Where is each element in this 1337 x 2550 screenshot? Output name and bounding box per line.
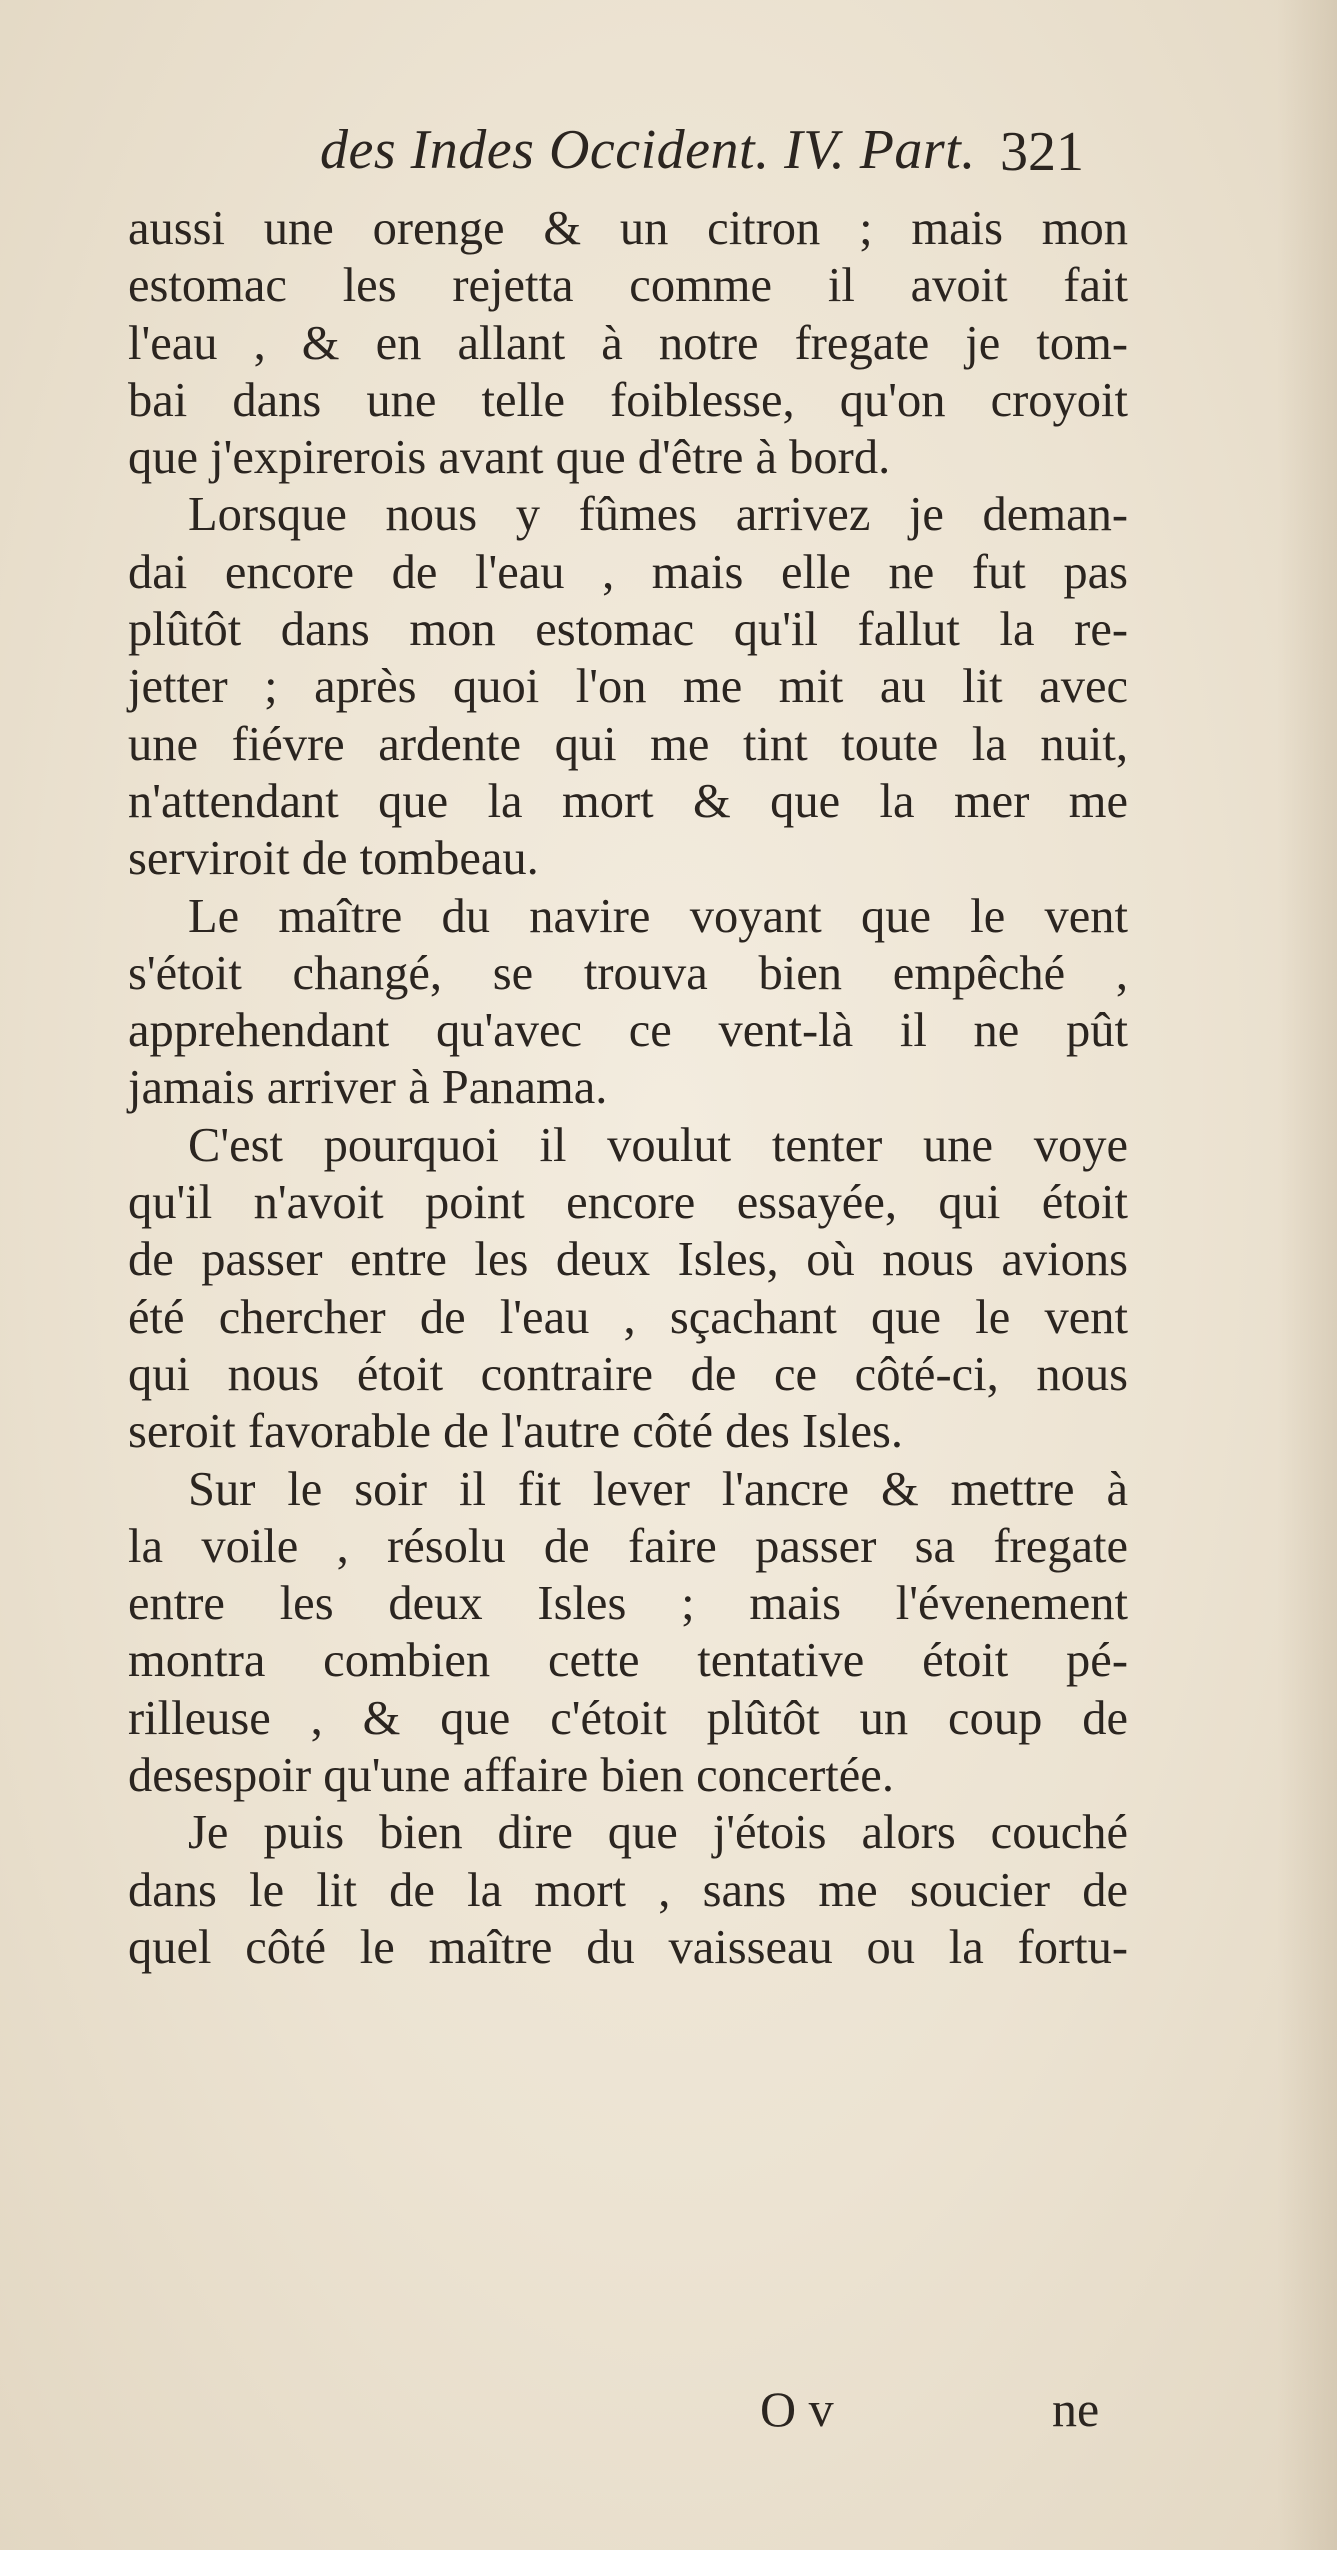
text-line: de passer entre les deux Isles, où nous avions <box>128 1233 1128 1287</box>
text-line: aussi une orenge & un citron ; mais mon <box>128 202 1128 255</box>
paragraph-first-line: Le maître du navire voyant que le vent <box>188 889 1128 943</box>
paragraph-first-line: Je puis bien dire que j'étois alors couché <box>188 1806 1128 1860</box>
text-line: plûtôt dans mon estomac qu'il fallut la re- <box>128 603 1128 657</box>
page-number: 321 <box>1000 121 1084 183</box>
text-line: une fiévre ardente qui me tint toute la nuit, <box>128 717 1128 771</box>
text-line: jetter ; après quoi l'on me mit au lit avec <box>128 660 1128 714</box>
page-footer <box>0 2380 1337 2450</box>
signature-mark: O v <box>760 2381 834 2437</box>
running-title: des Indes Occident. IV. Part. <box>320 119 976 181</box>
catchword: ne <box>1052 2381 1100 2437</box>
paragraph-first-line: Lorsque nous y fûmes arrivez je deman- <box>188 488 1128 542</box>
paragraph-first-line: C'est pourquoi il voulut tenter une voye <box>188 1118 1128 1172</box>
text-line: entre les deux Isles ; mais l'évenement <box>128 1577 1128 1631</box>
text-line: qui nous étoit contraire de ce côté-ci, nous <box>128 1347 1128 1401</box>
page-edge-shadow <box>1277 0 1337 2550</box>
text-line: desespoir qu'une affaire bien concertée. <box>128 1749 894 1803</box>
text-line: qu'il n'avoit point encore essayée, qui étoit <box>128 1176 1128 1230</box>
text-line: rilleuse , & que c'étoit plûtôt un coup de <box>128 1691 1128 1745</box>
text-line: dai encore de l'eau , mais elle ne fut pas <box>128 545 1128 599</box>
text-line: que j'expirerois avant que d'être à bord. <box>128 431 891 485</box>
text-line: bai dans une telle foiblesse, qu'on croyoit <box>128 373 1128 427</box>
text-line: serviroit de tombeau. <box>128 832 539 886</box>
text-line: la voile , résolu de faire passer sa fregate <box>128 1519 1128 1573</box>
text-line: quel côté le maître du vaisseau ou la fortu- <box>128 1920 1128 1974</box>
text-line: jamais arriver à Panama. <box>128 1061 608 1115</box>
text-line: l'eau , & en allant à notre fregate je tom- <box>128 316 1128 370</box>
text-line: s'étoit changé, se trouva bien empêché , <box>128 946 1128 1000</box>
text-line: n'attendant que la mort & que la mer me <box>128 774 1128 828</box>
paragraph-first-line: Sur le soir il fit lever l'ancre & mettre à <box>188 1462 1128 1516</box>
text-line: apprehendant qu'avec ce vent-là il ne pût <box>128 1004 1128 1058</box>
text-line: estomac les rejetta comme il avoit fait <box>128 259 1128 313</box>
text-line: montra combien cette tentative étoit pé- <box>128 1634 1128 1688</box>
page-header <box>320 118 1160 198</box>
text-line: été chercher de l'eau , sçachant que le vent <box>128 1290 1128 1344</box>
body-text <box>128 200 1128 1976</box>
text-line: dans le lit de la mort , sans me soucier de <box>128 1863 1128 1917</box>
text-line: seroit favorable de l'autre côté des Isles. <box>128 1405 903 1459</box>
